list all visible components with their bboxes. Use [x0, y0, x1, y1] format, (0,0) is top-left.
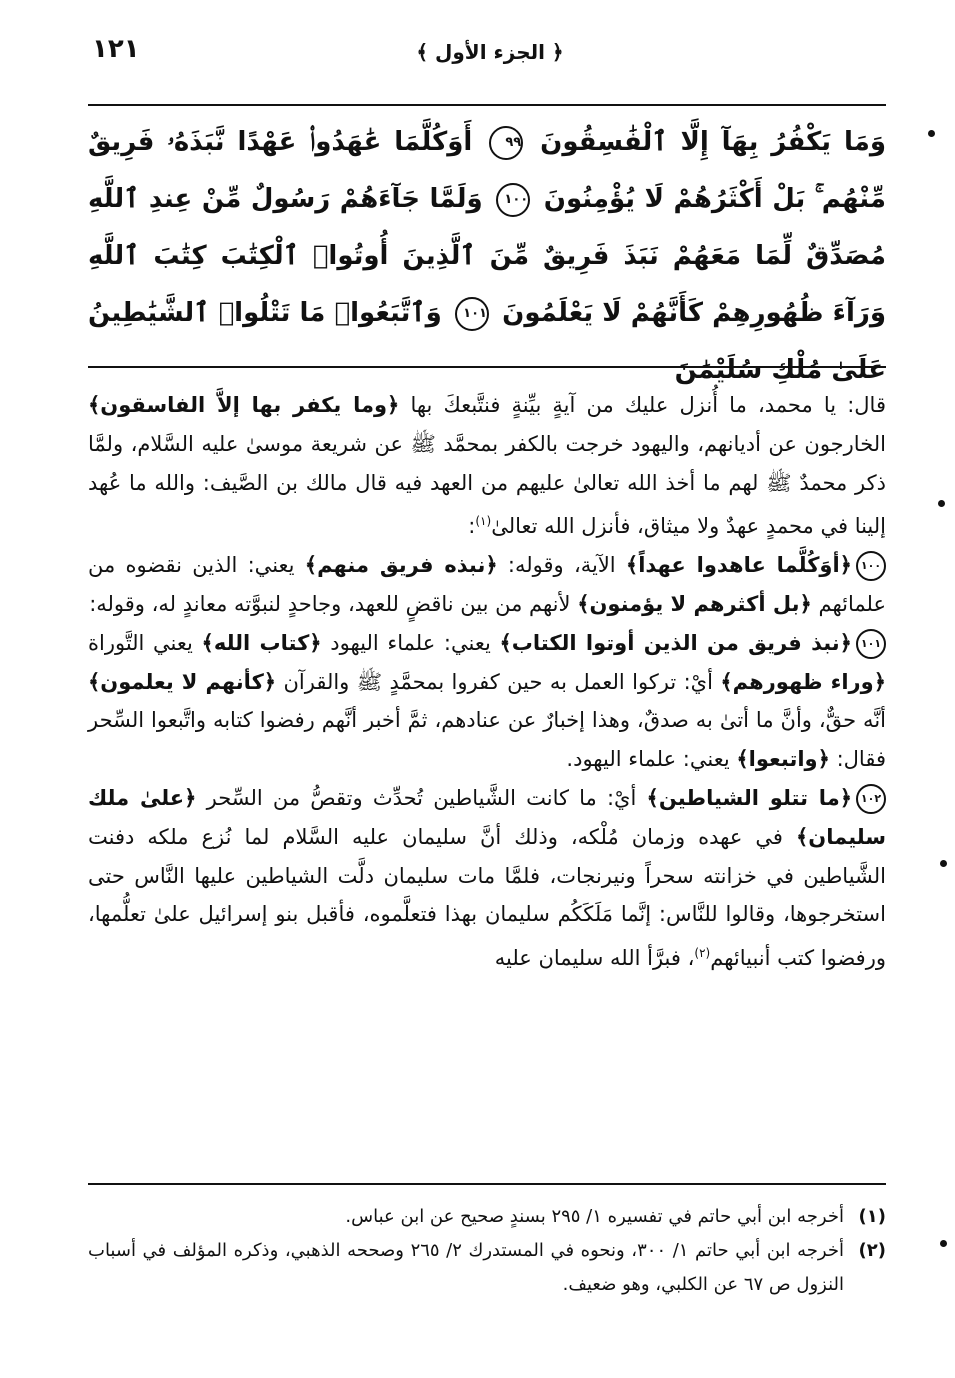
commentary-paragraph — [88, 546, 886, 624]
footnote-ref: (٢) — [694, 946, 711, 961]
verse-number-badge: ١٠٢ — [856, 784, 886, 814]
margin-dot — [940, 1240, 947, 1247]
quoted-verse: ﴿واتبعوا﴾ — [736, 747, 830, 772]
quoted-verse: ﴿كأنهم لا يعلمون﴾ — [88, 669, 277, 694]
footnote-rule — [88, 1183, 886, 1185]
quoted-verse: ﴿بل أكثرهم لا يؤمنون﴾ — [577, 591, 812, 616]
commentary-text: ، فبرَّأ الله سليمان عليه — [494, 946, 695, 971]
quoted-verse: ﴿وراء ظهورهم﴾ — [720, 669, 886, 694]
quran-verse-text: وَلَمَّا جَآءَهُمْ رَسُولٌ مِّنْ عِندِ ٱللَّهِ مُصَدِّقٌ لِّمَا مَعَهُمْ نَبَذَ فَرِيقٌ مِّنَ ٱلَّذِينَ أُوتُوا۟ ٱلْكِتَٰبَ كِتَٰبَ ٱللَّهِ وَرَآءَ ظُهُورِهِمْ كَأَنَّهُمْ لَا يَعْلَمُونَ — [88, 184, 886, 328]
quoted-verse: ﴿كتاب الله﴾ — [201, 630, 322, 655]
verse-number-badge: ١٠٠ — [856, 551, 886, 581]
quoted-verse: ﴿نبذ فريق من الذين أوتوا الكتاب﴾ — [499, 630, 852, 655]
quoted-verse: ﴿أوَكُلَّما عاهدوا عهداً﴾ — [625, 553, 852, 578]
quoted-verse: ﴿ما تتلو الشياطين﴾ — [646, 785, 852, 810]
commentary-text: يعني: علماء اليهود — [321, 630, 500, 655]
quoted-verse: ﴿نبذه فريق منهم﴾ — [304, 553, 498, 578]
commentary-paragraph — [88, 624, 886, 779]
ayah-number-mark: ٩٩ — [489, 126, 523, 160]
footnote-text: أخرجه ابن أبي حاتم ١/ ٣٠٠، ونحوه في المستدرك ٢/ ٢٦٥ وصححه الذهبي، وذكره المؤلف في أسباب النزول ص ٦٧ عن الكلبي، وهو ضعيف. — [88, 1240, 844, 1295]
margin-dot — [928, 130, 935, 137]
margin-dot — [940, 860, 947, 867]
commentary-text: لأنهم من بين ناقضٍ للعهد، وجاحدٍ لنبوَّته معاندٍ له، وقوله: — [89, 591, 578, 616]
commentary-text: أيْ: تركوا العمل به حين كفروا بمحمَّدٍ ﷺ والقرآن — [276, 669, 721, 694]
footnote-number: (٢) — [858, 1240, 886, 1261]
commentary-text: يعني: علماء اليهود. — [566, 747, 737, 772]
footnote-text: أخرجه ابن أبي حاتم في تفسيره ١/ ٢٩٥ بسندٍ صحيح عن ابن عباس. — [345, 1206, 844, 1227]
commentary-text: : — [468, 514, 476, 539]
ayah-number-mark: ١٠٠ — [496, 183, 530, 217]
commentary-text: يعني التَّوراة — [88, 630, 202, 655]
quran-verse-text: وَمَا يَكْفُرُ بِهَآ إِلَّا ٱلْفَٰسِقُونَ — [540, 127, 886, 157]
header-rule — [88, 104, 886, 106]
quran-verse-text: أَوَكُلَّمَا عَٰهَدُوا۟ عَهْدًا نَّبَذَهُۥ فَرِيقٌ مِّنْهُم ۚ بَلْ أَكْثَرُهُمْ لَا يُؤْمِنُونَ — [88, 127, 886, 214]
commentary-text: الخارجون عن أديانهم، واليهود خرجت بالكفر بمحمَّد ﷺ عن شريعة موسىٰ عليه السَّلام، ولمَّا ذكر محمدٌ ﷺ لهم ما أخذ الله تعالىٰ عليهم من العهد فيه قال مالك بن الصَّيف: والله ما عُهد إلينا في محمدٍ عهدٌ ولا ميثاق، فأنزل الله تعالىٰ — [88, 431, 886, 539]
footnote — [88, 1234, 886, 1302]
ayah-number-mark: ١٠١ — [455, 297, 489, 331]
quran-verse-text: وَٱتَّبَعُوا۟ مَا تَتْلُوا۟ ٱلشَّيَٰطِينُ عَلَىٰ مُلْكِ سُلَيْمَٰنَ — [88, 298, 886, 385]
commentary-text: يعني: الذين نقضوه من علمائهم — [88, 553, 886, 616]
margin-dot — [938, 500, 945, 507]
commentary-text: الآية، وقوله: — [497, 553, 626, 578]
verse-number-badge: ١٠١ — [856, 629, 886, 659]
footnote — [88, 1200, 886, 1234]
footnote-number: (١) — [858, 1206, 886, 1227]
commentary-text: أيْ: ما كانت الشَّياطين تُحدِّث وتقصُّ من السِّحر — [196, 785, 647, 810]
section-rule — [88, 366, 886, 368]
running-head: ﴿ الجزء الأول ﴾ — [416, 40, 564, 64]
commentary-block — [88, 386, 886, 978]
quoted-verse: ﴿وما يكفر بها إلاَّ الفاسقون﴾ — [88, 393, 400, 417]
quoted-verse: ﴿علىٰ ملك سليمان﴾ — [88, 785, 886, 849]
commentary-text: في عهده وزمان مُلْكه، وذلك أنَّ سليمان عليه السَّلام لما نُزع ملكه دفنت الشَّياطين في خزانته سحراً ونيرنجات، فلمَّا مات سليمان دلَّت الشياطين عليها النَّاس حتى استخرجوها، وقالوا للنَّاس: إنَّما مَلَكَكُم سليمان بهذا فتعلَّموه، فأقبل بنو إسرائيل علىٰ تعلُّمها، ورفضوا كتب أنبيائهم — [88, 824, 886, 971]
commentary-text: قال: يا محمد، ما أُنزل عليك من آيةٍ بيِّنةٍ فنتَّبعكَ بها — [399, 393, 886, 417]
commentary-text: أنَّه حقٌّ، وأنَّ ما أتىٰ به صدقٌ، وهذا إخبارٌ عن عنادهم، ثمَّ أخبر أنَّهم رفضوا كتابه واتَّبعوا السِّحر فقال: — [88, 708, 886, 772]
footnote-ref: (١) — [475, 514, 492, 529]
commentary-paragraph — [88, 386, 886, 546]
commentary-paragraph — [88, 779, 886, 978]
footnotes-block — [88, 1200, 886, 1302]
page-number: ١٢١ — [92, 34, 140, 64]
quran-text-block — [88, 114, 886, 399]
